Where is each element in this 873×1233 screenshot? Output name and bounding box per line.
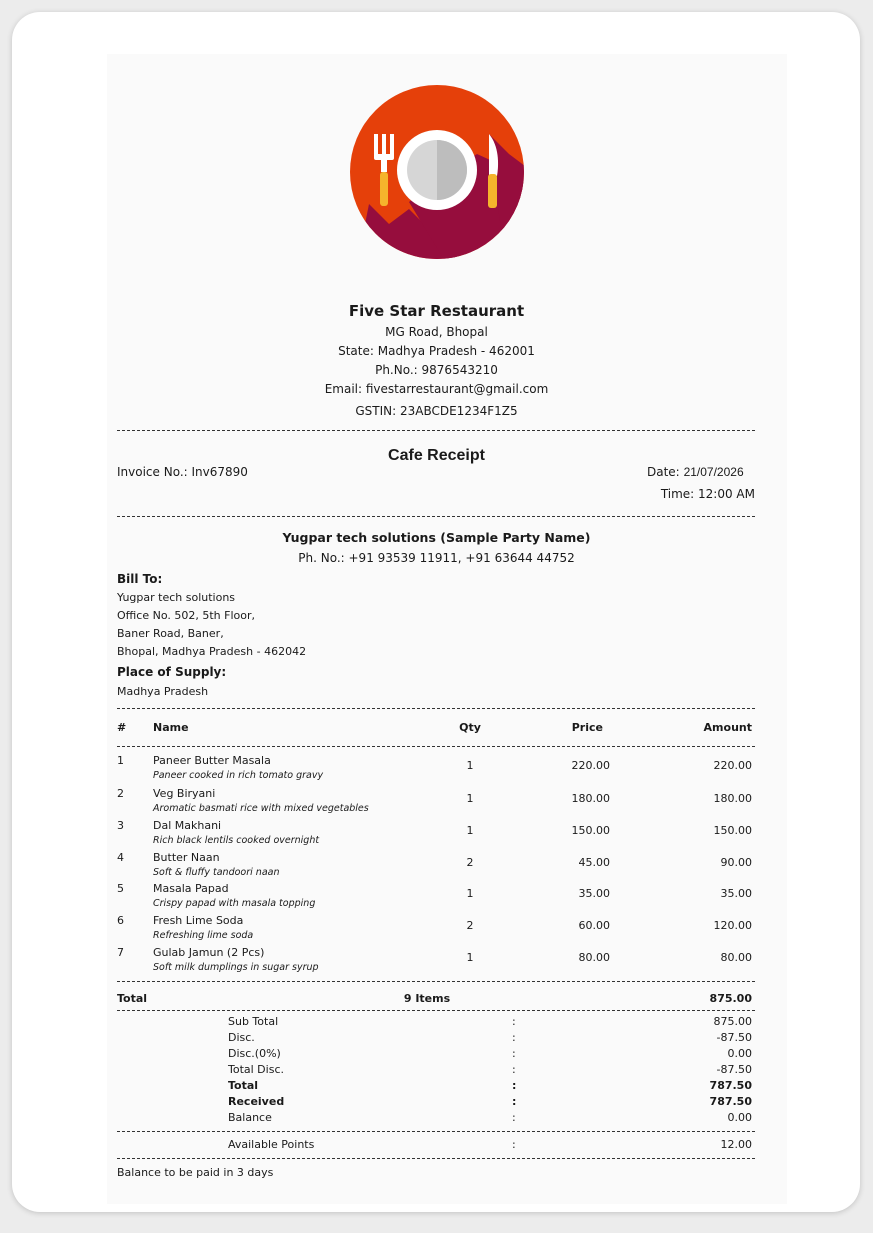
summary-value: 787.50 [709,1095,752,1108]
item-desc: Aromatic basmati rice with mixed vegetables [153,803,369,814]
summary-separator: : [512,1015,516,1028]
divider [117,1010,755,1011]
summary-separator: : [512,1079,517,1092]
summary-value: 0.00 [727,1047,752,1060]
plate-icon [397,130,477,210]
summary-separator: : [512,1031,516,1044]
item-amount: 35.00 [720,887,752,900]
item-price: 80.00 [578,951,610,964]
item-name: Butter Naan [153,851,220,864]
item-amount: 150.00 [713,824,752,837]
restaurant-state: State: Madhya Pradesh - 462001 [338,344,535,358]
item-name: Dal Makhani [153,819,222,832]
bill-to-line: Yugpar tech solutions [117,591,236,604]
summary-label: Disc.(0%) [228,1047,281,1060]
bill-to-line: Baner Road, Baner, [117,627,224,640]
item-name: Gulab Jamun (2 Pcs) [153,946,265,959]
bill-to-line: Bhopal, Madhya Pradesh - 462042 [117,645,307,658]
summary-separator: : [512,1047,516,1060]
party-phone: Ph. No.: +91 93539 11911, +91 63644 44752 [298,551,575,565]
item-qty: 2 [466,856,474,869]
item-desc: Paneer cooked in rich tomato gravy [153,770,324,781]
item-desc: Rich black lentils cooked overnight [153,835,320,846]
points-label: Available Points [228,1138,315,1151]
divider [117,1158,755,1159]
restaurant-gstin: GSTIN: 23ABCDE1234F1Z5 [355,404,518,418]
item-amount: 80.00 [720,951,752,964]
divider [117,516,755,517]
item-num: 7 [117,946,124,959]
restaurant-phone: Ph.No.: 9876543210 [375,363,498,377]
item-name: Masala Papad [153,882,229,895]
item-qty: 1 [466,951,474,964]
date-label: Date: [647,465,680,479]
item-num: 5 [117,882,124,895]
col-header-price: Price [571,721,603,734]
bill-to-line: Office No. 502, 5th Floor, [117,609,255,622]
footer-note: Balance to be paid in 3 days [117,1166,274,1179]
item-num: 4 [117,851,124,864]
item-desc: Soft & fluffy tandoori naan [153,867,280,878]
item-num: 1 [117,754,124,767]
receipt-time: Time: 12:00 AM [660,487,755,501]
item-amount: 120.00 [713,919,752,932]
item-qty: 1 [466,887,474,900]
date-value: 21/07/2026 [683,465,744,479]
item-num: 6 [117,914,124,927]
item-price: 220.00 [571,759,610,772]
divider [117,708,755,709]
item-name: Paneer Butter Masala [153,754,271,767]
restaurant-address: MG Road, Bhopal [385,325,488,339]
points-separator: : [512,1138,516,1151]
item-desc: Crispy papad with masala topping [153,898,316,909]
receipt-title: Cafe Receipt [388,447,485,464]
summary-label: Sub Total [228,1015,279,1028]
summary-separator: : [512,1063,516,1076]
item-desc: Soft milk dumplings in sugar syrup [153,962,319,973]
restaurant-email: Email: fivestarrestaurant@gmail.com [324,382,549,396]
item-price: 60.00 [578,919,610,932]
divider [117,1131,755,1132]
invoice-number: Invoice No.: Inv67890 [117,465,248,479]
bill-to-label: Bill To: [117,572,163,586]
item-price: 45.00 [578,856,610,869]
summary-separator: : [512,1111,516,1124]
place-of-supply-value: Madhya Pradesh [117,685,209,698]
item-name: Veg Biryani [153,787,216,800]
points-value: 12.00 [720,1138,752,1151]
summary-value: -87.50 [716,1031,752,1044]
item-price: 35.00 [578,887,610,900]
divider [117,981,755,982]
divider [117,746,755,747]
summary-value: 875.00 [713,1015,752,1028]
summary-separator: : [512,1095,517,1108]
item-desc: Refreshing lime soda [153,930,254,941]
item-amount: 180.00 [713,792,752,805]
item-name: Fresh Lime Soda [153,914,244,927]
total-label: Total [117,992,148,1005]
summary-value: 787.50 [709,1079,752,1092]
item-amount: 90.00 [720,856,752,869]
item-price: 180.00 [571,792,610,805]
restaurant-name: Five Star Restaurant [348,302,525,320]
restaurant-logo [349,84,525,260]
summary-label: Balance [228,1111,272,1124]
item-qty: 1 [466,824,474,837]
item-num: 3 [117,819,124,832]
total-amount: 875.00 [709,992,752,1005]
item-qty: 1 [466,759,474,772]
summary-label: Received [228,1095,285,1108]
col-header-num: # [117,721,127,734]
item-qty: 2 [466,919,474,932]
summary-value: 0.00 [727,1111,752,1124]
item-num: 2 [117,787,124,800]
summary-label: Total Disc. [228,1063,284,1076]
item-amount: 220.00 [713,759,752,772]
col-header-amount: Amount [703,721,752,734]
divider [117,430,755,431]
col-header-qty: Qty [459,721,481,734]
total-items: 9 Items [403,992,451,1005]
receipt-date [647,465,744,479]
item-price: 150.00 [571,824,610,837]
place-of-supply-label: Place of Supply: [117,665,227,679]
item-qty: 1 [466,792,474,805]
summary-label: Total [228,1079,259,1092]
col-header-name: Name [153,721,189,734]
summary-label: Disc. [228,1031,255,1044]
party-name: Yugpar tech solutions (Sample Party Name) [282,530,591,545]
summary-value: -87.50 [716,1063,752,1076]
